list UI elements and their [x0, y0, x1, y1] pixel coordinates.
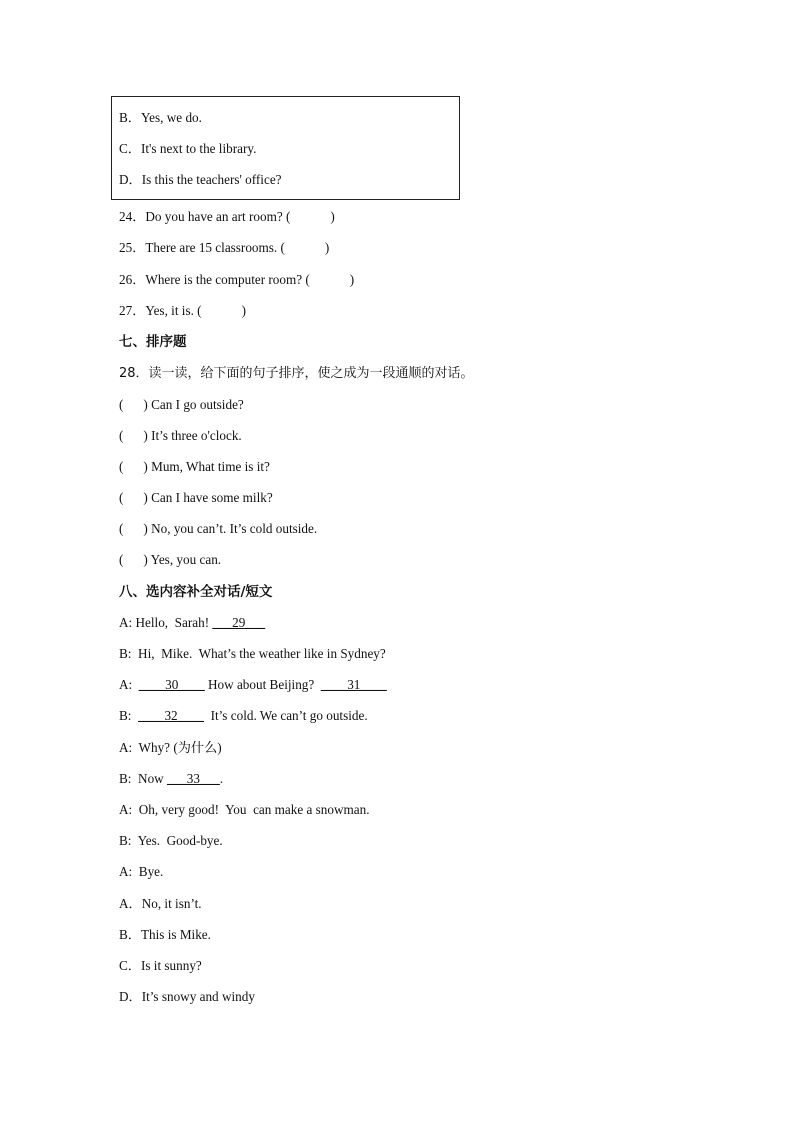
- option-text: Yes, we do.: [140, 110, 202, 125]
- option-letter: D．: [119, 989, 142, 1004]
- blank-31[interactable]: ____31____: [320, 677, 387, 692]
- question-close-paren: ): [349, 272, 355, 287]
- dialogue-line-8: B: Yes. Good-bye.: [119, 833, 223, 848]
- question-27: [119, 303, 246, 319]
- order-open-paren: (: [119, 459, 124, 474]
- box-option-b: [119, 110, 202, 126]
- dialogue-line-3: [119, 677, 387, 693]
- order-text: Can I go outside?: [151, 397, 244, 412]
- question-28-prompt: 28．读一读，给下面的句子排序，使之成为一段通顺的对话。: [119, 366, 474, 381]
- question-number: 24．: [119, 209, 146, 224]
- question-25: [119, 240, 329, 256]
- order-text: Mum, What time is it?: [151, 459, 270, 474]
- question-number: 25．: [119, 240, 146, 255]
- question-number: 27．: [119, 303, 146, 318]
- box-option-c: [119, 141, 256, 157]
- order-open-paren: (: [119, 397, 124, 412]
- question-26: [119, 272, 354, 288]
- dialogue-text: B: Now: [119, 771, 167, 786]
- option-text: It's next to the library.: [140, 141, 257, 156]
- option-letter: D．: [119, 172, 142, 187]
- dialogue-line-1: [119, 615, 265, 631]
- blank-33[interactable]: ___33___: [167, 771, 220, 786]
- order-item: [119, 521, 317, 537]
- section-7-title: 七、排序题: [119, 334, 187, 350]
- order-close-paren: ): [143, 521, 148, 536]
- order-item: [119, 490, 273, 506]
- dialogue-text: A:: [119, 677, 139, 692]
- option-letter: C．: [119, 958, 141, 973]
- dialogue-line-7: A: Oh, very good! You can make a snowman.: [119, 802, 370, 817]
- question-text: Do you have an art room? (: [145, 209, 291, 224]
- answer-option-c: [119, 958, 202, 974]
- order-item: [119, 552, 221, 568]
- option-text: It’s snowy and windy: [141, 989, 255, 1004]
- order-close-paren: ): [143, 459, 148, 474]
- dialogue-text: It’s cold. We can’t go outside.: [204, 708, 368, 723]
- order-text: No, you can’t. It’s cold outside.: [151, 521, 318, 536]
- question-close-paren: ): [241, 303, 246, 318]
- dialogue-line-4: [119, 708, 368, 724]
- order-open-paren: (: [119, 428, 124, 443]
- order-text: It’s three o'clock.: [151, 428, 242, 443]
- order-item: [119, 459, 270, 475]
- option-text: This is Mike.: [140, 927, 211, 942]
- order-close-paren: ): [143, 490, 148, 505]
- option-letter: B．: [119, 110, 141, 125]
- order-open-paren: (: [119, 521, 124, 536]
- order-close-paren: ): [143, 428, 148, 443]
- dialogue-text: A: Hello, Sarah!: [119, 615, 213, 630]
- order-text: Can I have some milk?: [151, 490, 273, 505]
- answer-option-d: [119, 989, 255, 1005]
- question-number: 26．: [119, 272, 146, 287]
- order-item: [119, 428, 242, 444]
- blank-32[interactable]: ____32____: [138, 708, 204, 723]
- option-text: Is this the teachers' office?: [141, 172, 282, 187]
- question-text: There are 15 classrooms. (: [145, 240, 285, 255]
- box-option-d: [119, 172, 282, 188]
- dialogue-line-9: A: Bye.: [119, 864, 164, 879]
- question-close-paren: ): [324, 240, 330, 255]
- option-text: No, it isn’t.: [141, 896, 202, 911]
- dialogue-text: B:: [119, 708, 139, 723]
- dialogue-text: How about Beijing?: [204, 677, 321, 692]
- order-open-paren: (: [119, 552, 124, 567]
- order-close-paren: ): [143, 552, 148, 567]
- blank-29[interactable]: ___29___: [212, 615, 266, 630]
- answer-option-a: [119, 896, 202, 912]
- question-close-paren: ): [330, 209, 335, 224]
- dialogue-line-6: [119, 771, 223, 787]
- option-text: Is it sunny?: [140, 958, 202, 973]
- order-text: Yes, you can.: [150, 552, 222, 567]
- option-letter: A．: [119, 896, 142, 911]
- order-close-paren: ): [143, 397, 148, 412]
- dialogue-line-5: A: Why? (为什么): [119, 740, 222, 755]
- option-letter: B．: [119, 927, 141, 942]
- blank-30[interactable]: ____30____: [138, 677, 205, 692]
- order-item: [119, 397, 244, 413]
- dialogue-line-2: B: Hi, Mike. What’s the weather like in Sydney?: [119, 646, 386, 661]
- answer-option-b: [119, 927, 211, 943]
- order-open-paren: (: [119, 490, 124, 505]
- question-text: Where is the computer room? (: [145, 272, 310, 287]
- option-letter: C．: [119, 141, 141, 156]
- question-24: [119, 209, 335, 225]
- section-8-title: 八、选内容补全对话/短文: [119, 584, 273, 600]
- question-text: Yes, it is. (: [145, 303, 202, 318]
- dialogue-text: .: [219, 771, 224, 786]
